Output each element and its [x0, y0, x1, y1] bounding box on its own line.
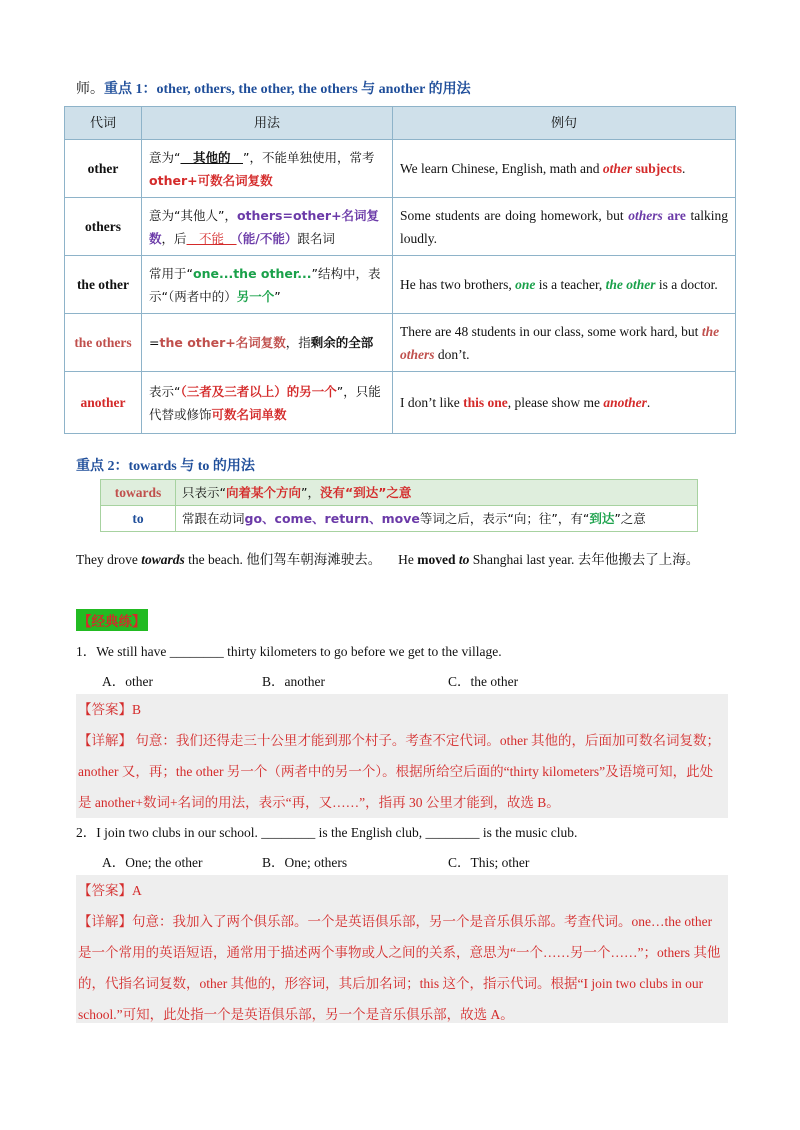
towards-to-table [100, 479, 698, 532]
practice-label: 【经典练】 [76, 609, 148, 631]
table-row [65, 372, 736, 434]
table-row [65, 140, 736, 198]
question-2-option-c: C．This; other [448, 855, 530, 870]
question-1-option-b: B．another [262, 674, 325, 689]
section-heading-1: 师。重点 1：other, others, the other, the others 与 another 的用法 [76, 82, 471, 97]
word-cell: to [101, 506, 176, 532]
question-1-answer: 【答案】B [78, 702, 142, 717]
question-1-explanation: 【详解】 句意：我们还得走三十公里才能到那个村子。考查不定代词。other 其他的，后面加可数名词复数；another 又，再；the other 另一个（两者中的另一个）。根据所给空后面的“thirty kilometers”及语境可知，此处是 another+数词+名词的用法，表示“再，又……”，指再 30 公里才能到，故选 B。 [78, 733, 720, 810]
word-cell: the other [65, 256, 142, 314]
table-row [65, 256, 736, 314]
word-cell: other [65, 140, 142, 198]
question-1-option-a: A．other [102, 674, 153, 689]
usage-cell: 只表示“向着某个方向”，没有“到达”之意 [176, 480, 698, 506]
question-1-stem: 1．We still have ________ thirty kilometers to go before we get to the village. [76, 644, 502, 659]
word-cell: towards [101, 480, 176, 506]
example-cell: Some students are doing homework, but others are talking loudly. [393, 198, 736, 256]
word-cell: others [65, 198, 142, 256]
usage-cell: 常跟在动词go、come、return、move等词之后，表示“向；往”，有“到达”之意 [176, 506, 698, 532]
example-cell: He has two brothers, one is a teacher, the other is a doctor. [393, 256, 736, 314]
word-cell: the others [65, 314, 142, 372]
question-2-answer: 【答案】A [78, 883, 142, 898]
question-1-option-c: C．the other [448, 674, 519, 689]
header-pronoun: 代词 [65, 107, 142, 140]
example-cell: There are 48 students in our class, some work hard, but the others don’t. [393, 314, 736, 372]
word-cell: another [65, 372, 142, 434]
table-row [65, 198, 736, 256]
question-2-explanation: 【详解】句意：我加入了两个俱乐部。一个是英语俱乐部，另一个是音乐俱乐部。考查代词。one…the other 是一个常用的英语短语，通常用于描述两个事物或人之间的关系，意思为“一个……另一个……”；others 其他的，代指名词复数，other 其他的，形容词，其后加名词；this 这个，指示代词。根据“I join two clubs in our school.”可知，此处指一个是英语俱乐部，另一个是音乐俱乐部，故选 A。 [78, 914, 721, 1022]
header-usage: 用法 [142, 107, 393, 140]
table-row [65, 314, 736, 372]
question-1-answer-box [76, 694, 728, 818]
usage-cell: 意为“ 其他的 ”，不能单独使用，常考other+可数名词复数 [142, 140, 393, 198]
question-2-option-b: B．One; others [262, 855, 348, 870]
example-cell: We learn Chinese, English, math and other subjects. [393, 140, 736, 198]
pronoun-usage-table [64, 106, 736, 434]
usage-cell: 常用于“one...the other...”结构中，表示“（两者中的）另一个” [142, 256, 393, 314]
question-2-stem: 2．I join two clubs in our school. ________ is the English club, ________ is the music club. [76, 825, 578, 840]
table-row [101, 506, 698, 532]
question-2-answer-box [76, 875, 728, 1023]
example-cell: I don’t like this one, please show me another. [393, 372, 736, 434]
header-example: 例句 [393, 107, 736, 140]
usage-cell: 意为“其他人”，others=other+名词复数，后 不能 （能/不能）跟名词 [142, 198, 393, 256]
example-sentences: They drove towards the beach. 他们驾车朝海滩驶去。 He moved to Shanghai last year. 去年他搬去了上海。 [76, 552, 700, 567]
usage-cell: =the other+名词复数，指剩余的全部 [142, 314, 393, 372]
usage-cell: 表示“（三者及三者以上）的另一个”，只能代替或修饰可数名词单数 [142, 372, 393, 434]
section-heading-2: 重点 2：towards 与 to 的用法 [76, 459, 255, 474]
question-2-option-a: A．One; the other [102, 855, 203, 870]
table-row [101, 480, 698, 506]
